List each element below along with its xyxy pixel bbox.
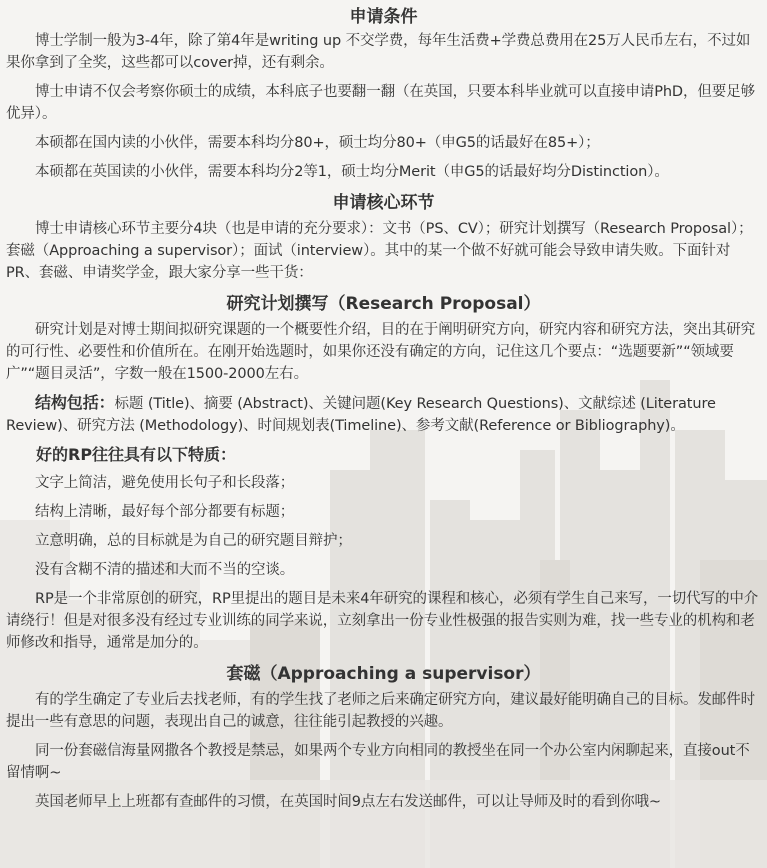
rp-trait-4: 没有含糊不清的描述和大而不当的空谈。 bbox=[35, 562, 295, 578]
paragraph-rp-1: 研究计划是对博士期间拟研究课题的一个概要性介绍，目的在于阐明研究方向，研究内容和研究方法，突出其研究的可行性、必要性和价值所在。在刚开始选题时，如果你还没有确定的方向，记住这几个要点：“选题要新”“领域要广”“题目灵活”，字数一般在1500-2000左右。 bbox=[6, 322, 755, 382]
structure-label: 结构包括： bbox=[35, 393, 115, 412]
section-title-research-proposal: 研究计划撰写（Research Proposal） bbox=[226, 294, 541, 314]
paragraph-supervisor-1: 有的学生确定了专业后去找老师，有的学生找了老师之后来确定研究方向，建议最好能明确自己的目标。发邮件时提出一些有意思的问题，表现出自己的诚意，往往能引起教授的兴趣。 bbox=[6, 692, 755, 730]
paragraph-requirements-4: 本硕都在英国读的小伙伴，需要本科均分2等1，硕士均分Merit（申G5的话最好均分Distinction）。 bbox=[35, 164, 669, 180]
rp-trait-2: 结构上清晰，最好每个部分都要有标题； bbox=[35, 504, 295, 520]
paragraph-rp-2: RP是一个非常原创的研究，RP里提出的题目是未来4年研究的课程和核心，必须有学生自己来写，一切代写的中介请绕行！但是对很多没有经过专业训练的同学来说，立刻拿出一份专业性极强的报告实则为难，找一些专业的机构和老师修改和指导，通常是加分的。 bbox=[6, 591, 759, 651]
structure-text: 标题 (Title)、摘要 (Abstract)、关键问题(Key Research Questions)、文献综述 (Literature Review)、研究方法 (Methodology)、时间规划表(Timeline)、参考文献(Reference or Bibliography)。 bbox=[6, 396, 716, 434]
paragraph-core-1: 博士申请核心环节主要分4块（也是申请的充分要求）：文书（PS、CV）；研究计划撰写（Research Proposal）；套磁（Approaching a supervisor）；面试（interview）。其中的某一个做不好就可能会导致申请失败。下面针对PR、套磁、申请奖学金，跟大家分享一些干货： bbox=[6, 221, 753, 281]
rp-trait-3: 立意明确，总的目标就是为自己的研究题目辩护； bbox=[35, 533, 352, 549]
paragraph-requirements-1: 博士学制一般为3-4年，除了第4年是writing up 不交学费，每年生活费+学费总费用在25万人民币左右，不过如果你拿到了全奖，这些都可以cover掉，还有剩余。 bbox=[6, 33, 751, 71]
section-title-core: 申请核心环节 bbox=[332, 193, 435, 213]
section-title-supervisor: 套磁（Approaching a supervisor） bbox=[226, 664, 541, 684]
paragraph-rp-structure bbox=[6, 392, 761, 437]
paragraph-requirements-2: 博士申请不仅会考察你硕士的成绩，本科底子也要翻一翻（在英国，只要本科毕业就可以直接申请PhD，但要足够优异）。 bbox=[6, 84, 755, 122]
paragraph-requirements-3: 本硕都在国内读的小伙伴，需要本科均分80+，硕士均分80+（申G5的话最好在85+）； bbox=[35, 135, 600, 151]
paragraph-supervisor-3: 英国老师早上上班都有查邮件的习惯，在英国时间9点左右发送邮件，可以让导师及时的看到你哦~ bbox=[35, 794, 661, 810]
section-title-requirements: 申请条件 bbox=[349, 7, 418, 27]
rp-trait-1: 文字上简洁，避免使用长句子和长段落； bbox=[35, 475, 295, 491]
paragraph-supervisor-2: 同一份套磁信海量网撒各个教授是禁忌，如果两个专业方向相同的教授坐在同一个办公室内闲聊起来，直接out不留情啊~ bbox=[6, 743, 750, 781]
rp-traits-title: 好的RP往往具有以下特质： bbox=[36, 445, 237, 464]
